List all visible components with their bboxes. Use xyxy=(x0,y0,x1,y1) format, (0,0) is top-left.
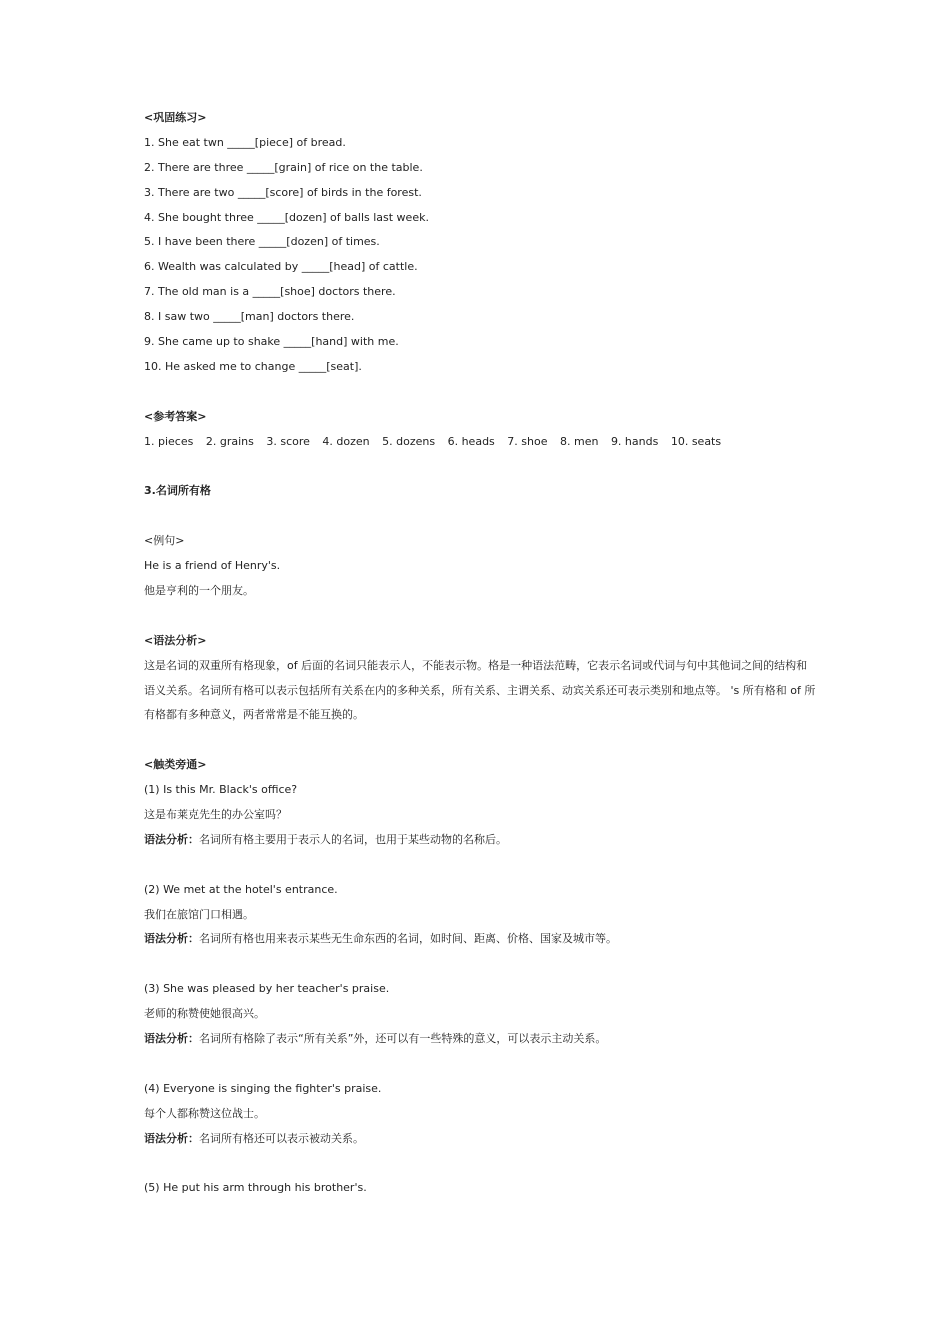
practice-item: 8. I saw two _____[man] doctors there. xyxy=(144,310,355,324)
extension-sentence: (4) Everyone is singing the fighter's praise. xyxy=(144,1081,382,1095)
extension-translation: 这是布莱克先生的办公室吗？ xyxy=(144,807,287,821)
answer-item: 4. dozen xyxy=(322,434,370,448)
answer-item: 5. dozens xyxy=(382,434,436,448)
practice-heading: <巩固练习> xyxy=(144,111,207,124)
example-heading: <例句> xyxy=(144,534,185,548)
answer-item: 10. seats xyxy=(670,434,722,448)
extension-note xyxy=(144,927,824,952)
practice-item: 5. I have been there _____[dozen] of times. xyxy=(144,235,380,249)
extension-translation: 每个人都称赞这位战士。 xyxy=(144,1106,265,1120)
practice-item: 2. There are three _____[grain] of rice on the table. xyxy=(144,160,423,174)
practice-item: 9. She came up to shake _____[hand] with me. xyxy=(144,335,399,349)
answer-item: 7. shoe xyxy=(507,434,548,448)
practice-item: 10. He asked me to change _____[seat]. xyxy=(144,359,362,373)
note-text: 名词所有格主要用于表示人的名词，也用于某些动物的名称后。 xyxy=(199,832,507,846)
answer-item: 1. pieces xyxy=(144,434,194,448)
extension-note xyxy=(144,1027,824,1052)
extension-sentence: (1) Is this Mr. Black's office? xyxy=(144,783,298,797)
extension-translation: 我们在旅馆门口相遇。 xyxy=(144,907,254,921)
extension-sentence: (3) She was pleased by her teacher's praise. xyxy=(144,982,390,996)
answer-item: 2. grains xyxy=(205,434,254,448)
extension-sentence: (5) He put his arm through his brother's. xyxy=(144,1181,367,1195)
note-label: 语法分析： xyxy=(144,832,199,846)
example-translation: 他是亨利的一个朋友。 xyxy=(144,583,254,597)
extension-note xyxy=(144,1127,824,1152)
analysis-text: 这是名词的双重所有格现象，of 后面的名词只能表示人，不能表示物。格是一种语法范畴，它表示名词或代词与句中其他词之间的结构和语义关系。名词所有格可以表示包括所有关系在内的多种关系，所有关系、主谓关系、动宾关系还可表示类别和地点等。 's 所有格和 of 所有格都有多种意义，两者常常是不能互换的。 xyxy=(144,658,816,722)
practice-item: 6. Wealth was calculated by _____[head] of cattle. xyxy=(144,260,418,274)
section-title: 3.名词所有格 xyxy=(144,484,211,498)
extension-sentence: (2) We met at the hotel's entrance. xyxy=(144,882,338,896)
answer-item: 3. score xyxy=(266,434,310,448)
answers-list xyxy=(144,430,824,455)
example-sentence: He is a friend of Henry's. xyxy=(144,559,281,573)
answer-item: 8. men xyxy=(559,434,599,448)
extension-translation: 老师的称赞使她很高兴。 xyxy=(144,1007,265,1021)
practice-item: 1. She eat twn _____[piece] of bread. xyxy=(144,135,346,149)
practice-item: 4. She bought three _____[dozen] of balls last week. xyxy=(144,210,429,224)
note-text: 名词所有格除了表示“所有关系”外，还可以有一些特殊的意义，可以表示主动关系。 xyxy=(199,1032,607,1045)
answers-heading: <参考答案> xyxy=(144,409,207,423)
extension-heading: <触类旁通> xyxy=(144,758,207,772)
answer-item: 6. heads xyxy=(447,434,495,448)
practice-item: 3. There are two _____[score] of birds in the forest. xyxy=(144,185,422,199)
note-label: 语法分析： xyxy=(144,1032,199,1045)
note-label: 语法分析： xyxy=(144,1131,199,1145)
practice-item: 7. The old man is a _____[shoe] doctors there. xyxy=(144,285,396,299)
document-page xyxy=(144,106,824,1201)
answer-item: 9. hands xyxy=(610,434,659,448)
note-label: 语法分析： xyxy=(144,932,199,946)
extension-note xyxy=(144,828,824,853)
analysis-heading: <语法分析> xyxy=(144,633,207,647)
note-text: 名词所有格也用来表示某些无生命东西的名词，如时间、距离、价格、国家及城市等。 xyxy=(199,932,617,946)
note-text: 名词所有格还可以表示被动关系。 xyxy=(199,1131,364,1145)
